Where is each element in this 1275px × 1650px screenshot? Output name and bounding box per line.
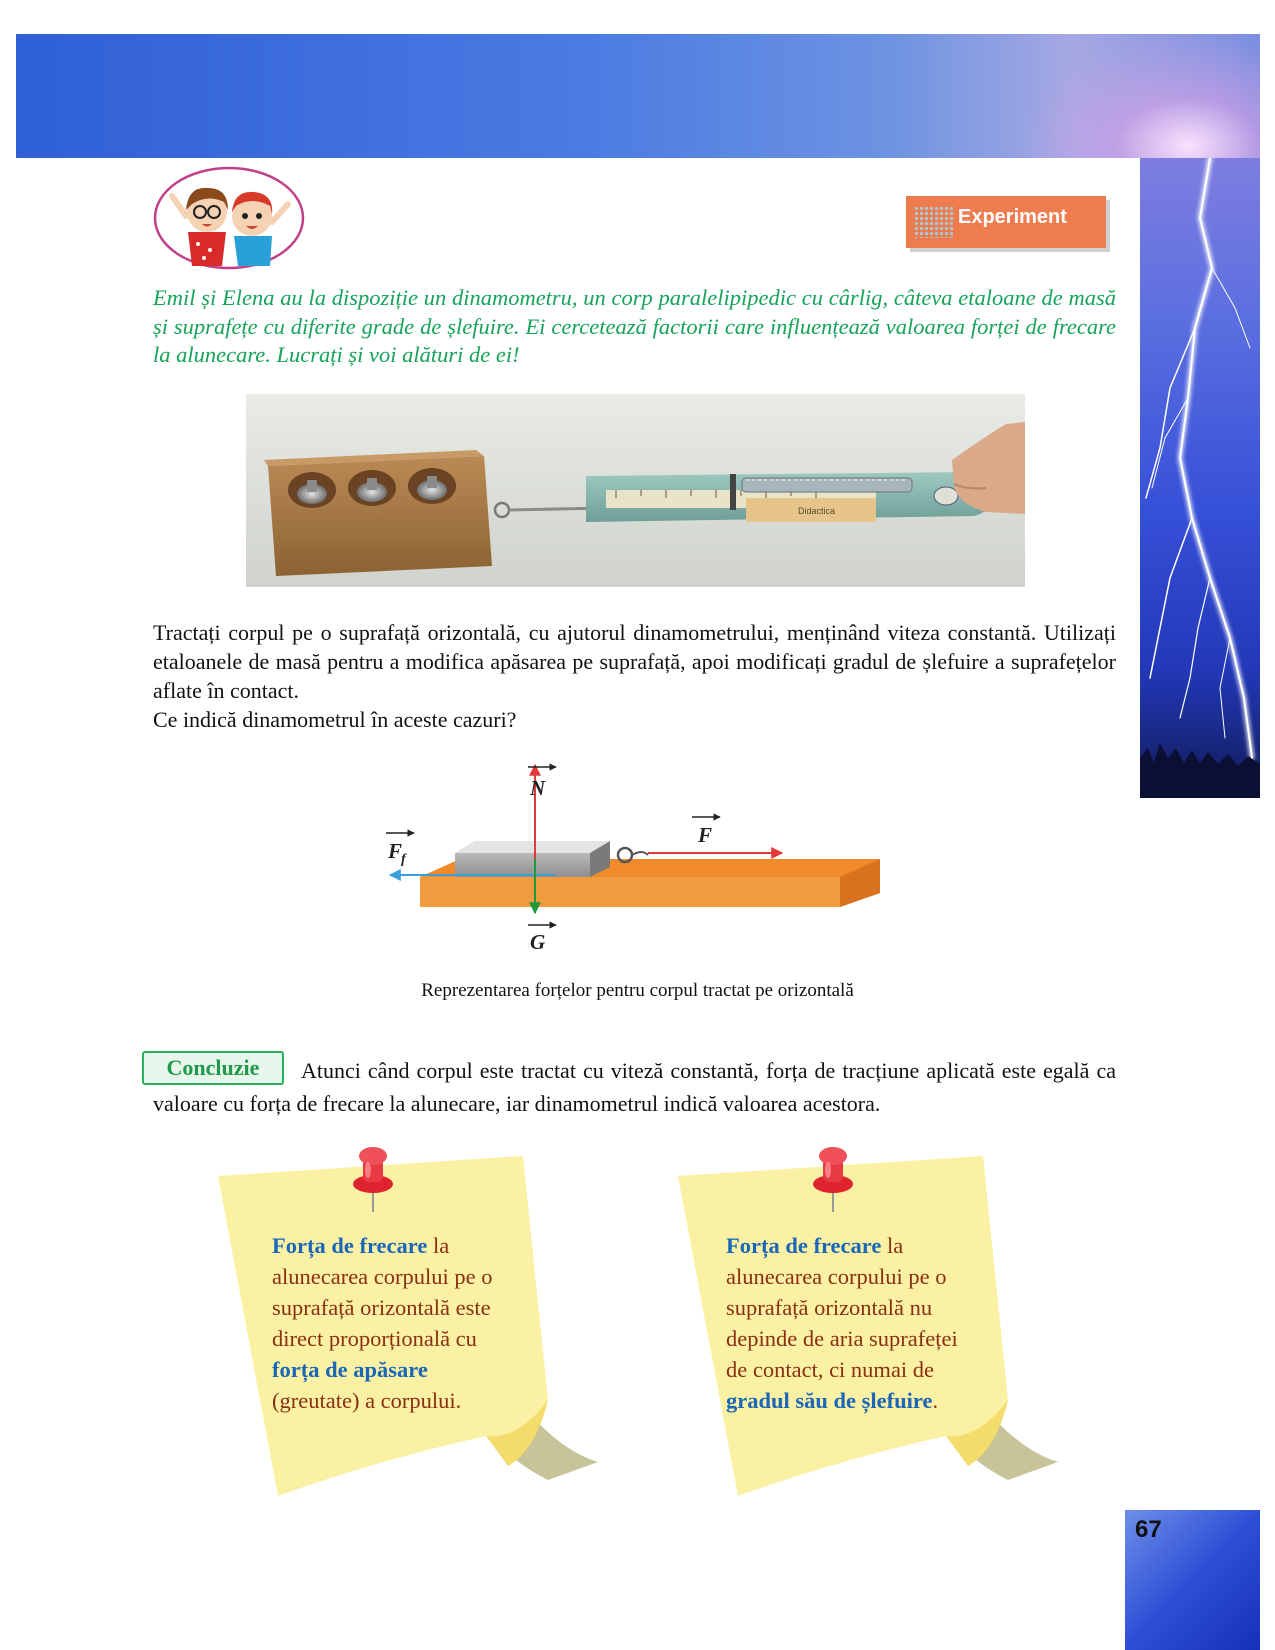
conclusion-label: Concluzie xyxy=(142,1051,284,1085)
label-g: G xyxy=(530,930,546,954)
page-number-box xyxy=(1125,1510,1260,1650)
scale-brand: Didactica xyxy=(798,506,836,516)
note-2-highlight-1: Forța de frecare xyxy=(726,1233,882,1258)
pushpin-icon xyxy=(808,1144,858,1214)
note-1-part-2: la alunecarea corpului pe o suprafață orizontală este direct proporțională cu xyxy=(272,1233,493,1351)
force-diagram xyxy=(380,755,890,955)
lightning-strip xyxy=(1140,158,1260,798)
diagram-caption: Reprezentarea forțelor pentru corpul tractat pe orizontală xyxy=(421,980,854,1001)
note-2-part-4: . xyxy=(932,1388,939,1413)
header-banner xyxy=(16,34,1260,158)
sticky-note-2 xyxy=(678,1150,1068,1500)
note-2-text xyxy=(726,1230,976,1416)
experiment-label: Experiment xyxy=(958,206,1067,228)
dots-pattern xyxy=(914,206,954,238)
note-1-text xyxy=(272,1230,502,1416)
label-n: N xyxy=(530,776,546,800)
dynamometer-photo xyxy=(246,394,1025,587)
intro-paragraph: Emil și Elena au la dispoziție un dinamometru, un corp paralelipipedic cu cârlig, câteva etaloane de masă și suprafețe cu diferite grade de șlefuire. Ei cercetează factorii care influențează valoarea forței de frecare la alunecare. Lucrați și voi alături de ei! xyxy=(153,285,1116,367)
note-1-part-4: (greutate) a corpului. xyxy=(272,1388,462,1413)
instructions-question: Ce indică dinamometrul în aceste cazuri? xyxy=(153,707,517,732)
label-ff-sub: f xyxy=(401,852,406,867)
label-ff: F xyxy=(388,839,403,863)
instructions-paragraph xyxy=(153,618,1116,734)
note-1-highlight-2: forța de apăsare xyxy=(272,1357,428,1382)
instructions-text: Tractați corpul pe o suprafață orizontală, cu ajutorul dinamometrului, menținând viteza constantă. Utilizați etaloanele de masă pentru a modifica apăsarea pe suprafață, apoi modificați gradul de șlefuire a suprafețelor aflate în contact. xyxy=(153,620,1116,703)
lightning-glow xyxy=(1020,34,1260,158)
note-1-highlight-1: Forța de frecare xyxy=(272,1233,428,1258)
label-f: F xyxy=(698,823,713,847)
experiment-badge xyxy=(906,196,1106,248)
page-number: 67 xyxy=(1135,1516,1162,1543)
note-2-highlight-2: gradul său de șlefuire xyxy=(726,1388,933,1413)
pushpin-icon xyxy=(348,1144,398,1214)
conclusion-text: Atunci când corpul este tractat cu viteză constantă, forța de tracțiune aplicată este egală ca valoare cu forța de frecare la alunecare, iar dinamometrul indică valoarea acestora. xyxy=(153,1058,1116,1116)
sticky-note-1 xyxy=(218,1150,608,1500)
note-2-part-2: la alunecarea corpului pe o suprafață orizontală nu depinde de aria suprafeței de contact, ci numai de xyxy=(726,1233,958,1382)
kids-illustration xyxy=(152,166,307,271)
lightning-bolt-icon xyxy=(1140,158,1260,798)
